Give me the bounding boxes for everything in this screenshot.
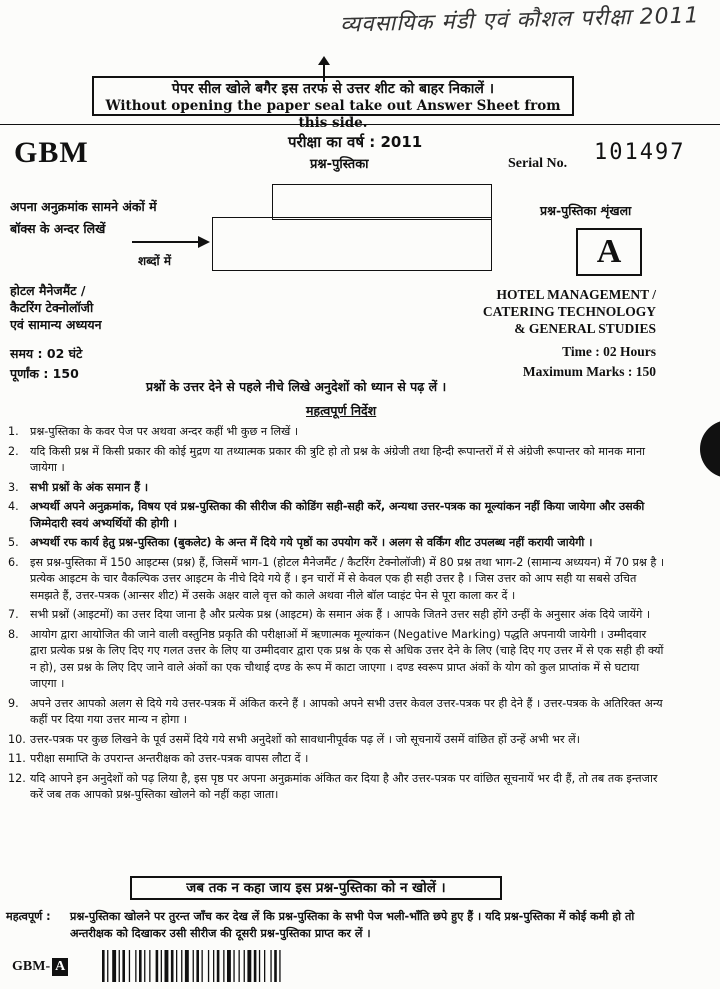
important-instructions-heading: महत्वपूर्ण निर्देश — [306, 403, 377, 418]
instruction-number: 6. — [8, 555, 19, 569]
subject-hindi — [10, 282, 102, 333]
instruction-item — [8, 424, 666, 441]
side-tab-mark — [700, 420, 720, 478]
instruction-text: उत्तर-पत्रक पर कुछ लिखने के पूर्व उसमें दिये गये सभी अनुदेशों को सावधानीपूर्वक पढ़ लें । जो सूचनायें उसमें वांछित हों उन्हें अभी भर लें। — [30, 732, 580, 746]
instruction-text: यदि आपने इन अनुदेशों को पढ़ लिया है, इस पृष्ठ पर अपना अनुक्रमांक अंकित कर दिया है और उत्तर-पत्रक पर वांछित सूचनायें भर दी हैं, तो तब तक इन्तजार करें जब तक आपको प्रश्न-पुस्तिका खोलने को नहीं कहा जाता। — [30, 771, 658, 801]
seal-notice-english: Without opening the paper seal take out Answer Sheet from this side. — [105, 98, 561, 131]
instruction-text: इस प्रश्न-पुस्तिका में 150 आइटम्स (प्रश्न) हैं, जिसमें भाग-1 (होटल मैनेजमैंट / कैटरिंग टेक्नोलॉजी) में 80 प्रश्न तथा भाग-2 (सामान्य अध्ययन) में 70 प्रश्न है । प्रत्येक आइटम के चार वैकल्पिक उत्तर आइटम के नीचे दिये गये हैं । इन चारों में से केवल एक ही सही उत्तर है । जिस उत्तर को आप सही या सबसे उचित समझते हैं, उत्तर-पत्रक (आन्सर शीट) में उसके अक्षर वाले वृत्त को काले अथवा नीले बॉल प्वाइंट पेन से पूरा काला कर दें । — [30, 555, 665, 602]
instruction-item — [8, 607, 666, 624]
subject-code: GBM — [14, 136, 89, 169]
instruction-item — [8, 480, 666, 497]
instruction-number: 11. — [8, 752, 26, 765]
time-marks-hindi — [10, 344, 82, 384]
instructions-list — [8, 424, 666, 807]
seal-notice-hindi: पेपर सील खोले बगैर इस तरफ से उत्तर शीट को बाहर निकालें । — [171, 81, 495, 97]
serial-label: Serial No. — [508, 156, 568, 171]
roll-number-digits-box[interactable] — [272, 184, 492, 220]
time-english: Time : 02 Hours — [562, 344, 656, 359]
subject-hindi-line3: एवं सामान्य अध्ययन — [10, 317, 102, 332]
subject-english — [483, 286, 656, 337]
instruction-item — [8, 751, 666, 768]
instruction-number: 1. — [8, 425, 19, 438]
instruction-item — [8, 555, 666, 605]
instruction-text: सभी प्रश्नों के अंक समान हैं । — [30, 480, 149, 494]
exam-year: परीक्षा का वर्ष : 2011 — [288, 133, 423, 151]
read-instructions-note: प्रश्नों के उत्तर देने से पहले नीचे लिखे अनुदेशों को ध्यान से पढ़ लें । — [146, 379, 447, 394]
series-label: प्रश्न-पुस्तिका शृंखला — [540, 203, 632, 218]
instruction-item — [8, 771, 666, 804]
instruction-text: सभी प्रश्नों (आइटमों) का उत्तर दिया जाना है और प्रत्येक प्रश्न (आइटम) के समान अंक हैं । आपके जितने उत्तर सही होंगे उन्हीं के अनुसार अंक दिये जायेंगे । — [30, 608, 651, 621]
words-label: शब्दों में — [138, 254, 171, 268]
subject-english-line2: CATERING TECHNOLOGY — [482, 304, 656, 319]
handwritten-note: व्यवसायिक मंडी एवं कौशल परीक्षा 2011 — [339, 3, 700, 38]
barcode — [102, 950, 340, 982]
instruction-item — [8, 627, 666, 693]
instruction-number: 8. — [8, 627, 19, 641]
instruction-text: अभ्यर्थी अपने अनुक्रमांक, विषय एवं प्रश्न-पुस्तिका की सीरीज की कोडिंग सही-सही करें, अन्यथा उत्तर-पत्रक का मूल्यांकन नहीं किया जायेगा और उसकी जिम्मेदारी स्वयं अभ्यर्थियों की होगी । — [30, 500, 645, 530]
time-marks-english — [523, 342, 656, 382]
instruction-item — [8, 732, 666, 749]
instruction-number: 2. — [8, 444, 19, 458]
instruction-text: परीक्षा समाप्ति के उपरान्त अन्तरीक्षक को उत्तर-पत्रक वापस लौटा दें । — [30, 752, 309, 765]
instruction-text: अभ्यर्थी रफ कार्य हेतु प्रश्न-पुस्तिका (बुकलेट) के अन्त में दिये गये पृष्ठों का उपयोग करें । अलग से वर्किंग शीट उपलब्ध नहीं करायी जायेगी । — [30, 536, 593, 549]
footer-series: A — [52, 958, 68, 976]
instruction-number: 4. — [8, 500, 19, 513]
instruction-number: 7. — [8, 608, 19, 621]
subject-hindi-line1: होटल मैनेजमैंट / — [10, 283, 86, 298]
booklet-label: प्रश्न-पुस्तिका — [310, 157, 369, 172]
important-note — [6, 908, 666, 942]
instruction-number: 10. — [8, 732, 26, 746]
footer-code — [12, 958, 68, 976]
instruction-text: यदि किसी प्रश्न में किसी प्रकार की कोई मुद्रण या तथ्यात्मक प्रकार की त्रुटि हो तो प्रश्न के अंग्रेजी तथा हिन्दी रूपान्तरों में से अंग्रेजी रूपान्तर को मानक माना जायेगा । — [30, 444, 645, 474]
instruction-item — [8, 535, 666, 552]
instruction-item — [8, 499, 666, 532]
roll-label-line2: बॉक्स के अन्दर लिखें — [10, 221, 106, 236]
important-note-text: प्रश्न-पुस्तिका खोलने पर तुरन्त जाँच कर देख लें कि प्रश्न-पुस्तिका के सभी पेज भली-भाँति छपे हुए हैं । यदि प्रश्न-पुस्तिका में कोई कमी हो तो अन्तरीक्षक को दिखाकर उसी सीरीज की दूसरी प्रश्न-पुस्तिका प्राप्त कर लें । — [70, 910, 635, 940]
series-box: A — [576, 228, 642, 276]
instruction-number: 9. — [8, 696, 19, 710]
do-not-open-notice: जब तक न कहा जाय इस प्रश्न-पुस्तिका को न खोलें । — [130, 876, 502, 900]
subject-english-line1: HOTEL MANAGEMENT / — [496, 287, 656, 302]
important-note-label: महत्वपूर्ण : — [6, 910, 51, 923]
time-hindi: समय : 02 घंटे — [10, 346, 83, 361]
marks-hindi: पूर्णांक : 150 — [10, 366, 79, 381]
instruction-item — [8, 696, 666, 729]
footer-code-text: GBM- — [12, 959, 51, 974]
instruction-number: 5. — [8, 536, 19, 549]
instruction-text: अपने उत्तर आपको अलग से दिये गये उत्तर-पत्रक में अंकित करने हैं । आपको अपने सभी उत्तर केवल उत्तर-पत्रक पर ही देने हैं । उत्तर-पत्रक के अतिरिक्त अन्य कहीं पर दिया गया उत्तर मान्य न होगा । — [30, 696, 663, 726]
arrow-right-icon — [132, 234, 210, 250]
header-divider — [0, 124, 720, 125]
instruction-number: 3. — [8, 480, 19, 494]
instruction-number: 12. — [8, 771, 26, 785]
instruction-item — [8, 444, 666, 477]
roll-label-line1: अपना अनुक्रमांक सामने अंकों में — [10, 199, 157, 214]
serial-number: 101497 — [594, 140, 686, 165]
instruction-text: प्रश्न-पुस्तिका के कवर पेज पर अथवा अन्दर कहीं भी कुछ न लिखें । — [30, 425, 299, 438]
instruction-text: आयोग द्वारा आयोजित की जाने वाली वस्तुनिष्ठ प्रकृति की परीक्षाओं में ऋणात्मक मूल्यांकन (Negative Marking) पद्धति अपनायी जायेगी । उम्मीदवार द्वारा प्रत्येक प्रश्न के लिए दिए गए गलत उत्तर के लिए या उम्मीदवार द्वारा एक प्रश्न के एक से अधिक उत्तर देने के लिए (चाहे दिए गए उत्तर में से एक सही ही क्यों न हो), उस प्रश्न के लिए दिए जाने वाले अंकों का एक चौथाई दण्ड के रूप में काटा जाएगा । दण्ड स्वरूप प्राप्त अंकों के योग को कुल प्राप्तांक में से घटाया जाएगा । — [30, 627, 664, 690]
subject-hindi-line2: कैटरिंग टेक्नोलॉजी — [10, 300, 94, 315]
subject-english-line3: & GENERAL STUDIES — [514, 321, 656, 336]
roll-number-words-box[interactable] — [212, 217, 492, 271]
seal-notice-box — [92, 76, 574, 131]
marks-english: Maximum Marks : 150 — [522, 364, 656, 379]
